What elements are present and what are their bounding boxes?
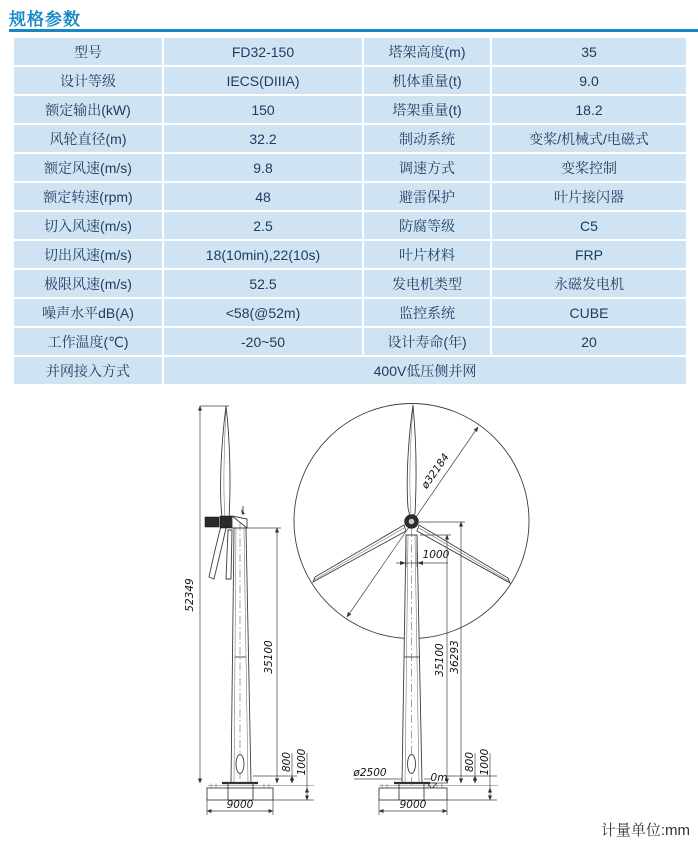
dim-side-tower-height: 35100 — [263, 640, 275, 674]
spec-label-cell: 发电机类型 — [364, 270, 490, 297]
table-row — [14, 125, 686, 152]
table-row — [14, 241, 686, 268]
spec-value-cell: 32.2 — [164, 125, 362, 152]
spec-label-cell: 监控系统 — [364, 299, 490, 326]
spec-label-cell: 极限风速(m/s) — [14, 270, 162, 297]
spec-label-cell: 叶片材料 — [364, 241, 490, 268]
spec-label-cell: 切出风速(m/s) — [14, 241, 162, 268]
spec-value-cell: C5 — [492, 212, 686, 239]
spec-value-cell: 永磁发电机 — [492, 270, 686, 297]
side-view-drawing — [184, 406, 314, 815]
dim-front-tower-top-width: 1000 — [422, 549, 450, 561]
table-row — [14, 212, 686, 239]
table-row — [14, 183, 686, 210]
spec-label-cell: 防腐等级 — [364, 212, 490, 239]
spec-table — [12, 36, 688, 386]
table-row — [14, 96, 686, 123]
dim-front-base-diameter: ø2500 — [353, 767, 387, 779]
dim-front-tower-height: 35100 — [434, 643, 446, 677]
spec-value-cell: 叶片接闪器 — [492, 183, 686, 210]
spec-value-cell: 52.5 — [164, 270, 362, 297]
dim-front-ground-level: 0m — [430, 772, 448, 784]
spec-value-cell: 20 — [492, 328, 686, 355]
spec-label-cell: 噪声水平dB(A) — [14, 299, 162, 326]
dim-front-base-width: 9000 — [399, 799, 427, 811]
spec-label-cell: 调速方式 — [364, 154, 490, 181]
spec-value-cell: <58(@52m) — [164, 299, 362, 326]
spec-value-cell: 150 — [164, 96, 362, 123]
spec-label-cell: 切入风速(m/s) — [14, 212, 162, 239]
spec-value-cell: 35 — [492, 38, 686, 65]
spec-value-cell: FD32-150 — [164, 38, 362, 65]
spec-label-cell: 设计等级 — [14, 67, 162, 94]
spec-value-cell: 2.5 — [164, 212, 362, 239]
spec-label-cell: 风轮直径(m) — [14, 125, 162, 152]
spec-value-cell-merged: 400V低压侧并网 — [164, 357, 686, 384]
spec-label-cell: 塔架高度(m) — [364, 38, 490, 65]
spec-value-cell: 9.0 — [492, 67, 686, 94]
spec-value-cell: CUBE — [492, 299, 686, 326]
spec-label-cell: 制动系统 — [364, 125, 490, 152]
spec-label-cell: 塔架重量(t) — [364, 96, 490, 123]
spec-label-cell: 并网接入方式 — [14, 357, 162, 384]
dim-front-1000: 1000 — [479, 748, 491, 776]
spec-value-cell: -20~50 — [164, 328, 362, 355]
spec-value-cell: IECS(DIIIA) — [164, 67, 362, 94]
spec-label-cell: 额定输出(kW) — [14, 96, 162, 123]
dim-side-total-height: 52349 — [184, 578, 196, 612]
spec-label-cell: 工作温度(℃) — [14, 328, 162, 355]
front-view-drawing — [294, 404, 529, 816]
spec-label-cell: 额定转速(rpm) — [14, 183, 162, 210]
spec-value-cell: 变桨/机械式/电磁式 — [492, 125, 686, 152]
spec-label-cell: 型号 — [14, 38, 162, 65]
title-rule — [9, 29, 698, 32]
spec-value-cell: 18.2 — [492, 96, 686, 123]
spec-label-cell: 设计寿命(年) — [364, 328, 490, 355]
spec-value-cell: 48 — [164, 183, 362, 210]
table-row — [14, 67, 686, 94]
spec-value-cell: FRP — [492, 241, 686, 268]
unit-note: 计量单位:mm — [600, 822, 690, 839]
dim-side-800: 800 — [281, 751, 293, 773]
dim-front-rotor-diameter: ø32184 — [419, 451, 452, 492]
technical-drawings — [0, 395, 698, 830]
table-row — [14, 38, 686, 65]
spec-value-cell: 18(10min),22(10s) — [164, 241, 362, 268]
dim-side-1000: 1000 — [296, 748, 308, 776]
table-row — [14, 154, 686, 181]
spec-value-cell: 变桨控制 — [492, 154, 686, 181]
table-row — [14, 328, 686, 355]
spec-label-cell: 机体重量(t) — [364, 67, 490, 94]
page-title: 规格参数 — [9, 10, 81, 29]
table-row — [14, 270, 686, 297]
spec-label-cell: 避雷保护 — [364, 183, 490, 210]
table-row — [14, 357, 686, 384]
spec-value-cell: 9.8 — [164, 154, 362, 181]
dim-front-hub-height: 36293 — [449, 640, 461, 674]
spec-label-cell: 额定风速(m/s) — [14, 154, 162, 181]
dim-side-base-width: 9000 — [226, 799, 254, 811]
table-row — [14, 299, 686, 326]
dim-front-800: 800 — [464, 751, 476, 773]
